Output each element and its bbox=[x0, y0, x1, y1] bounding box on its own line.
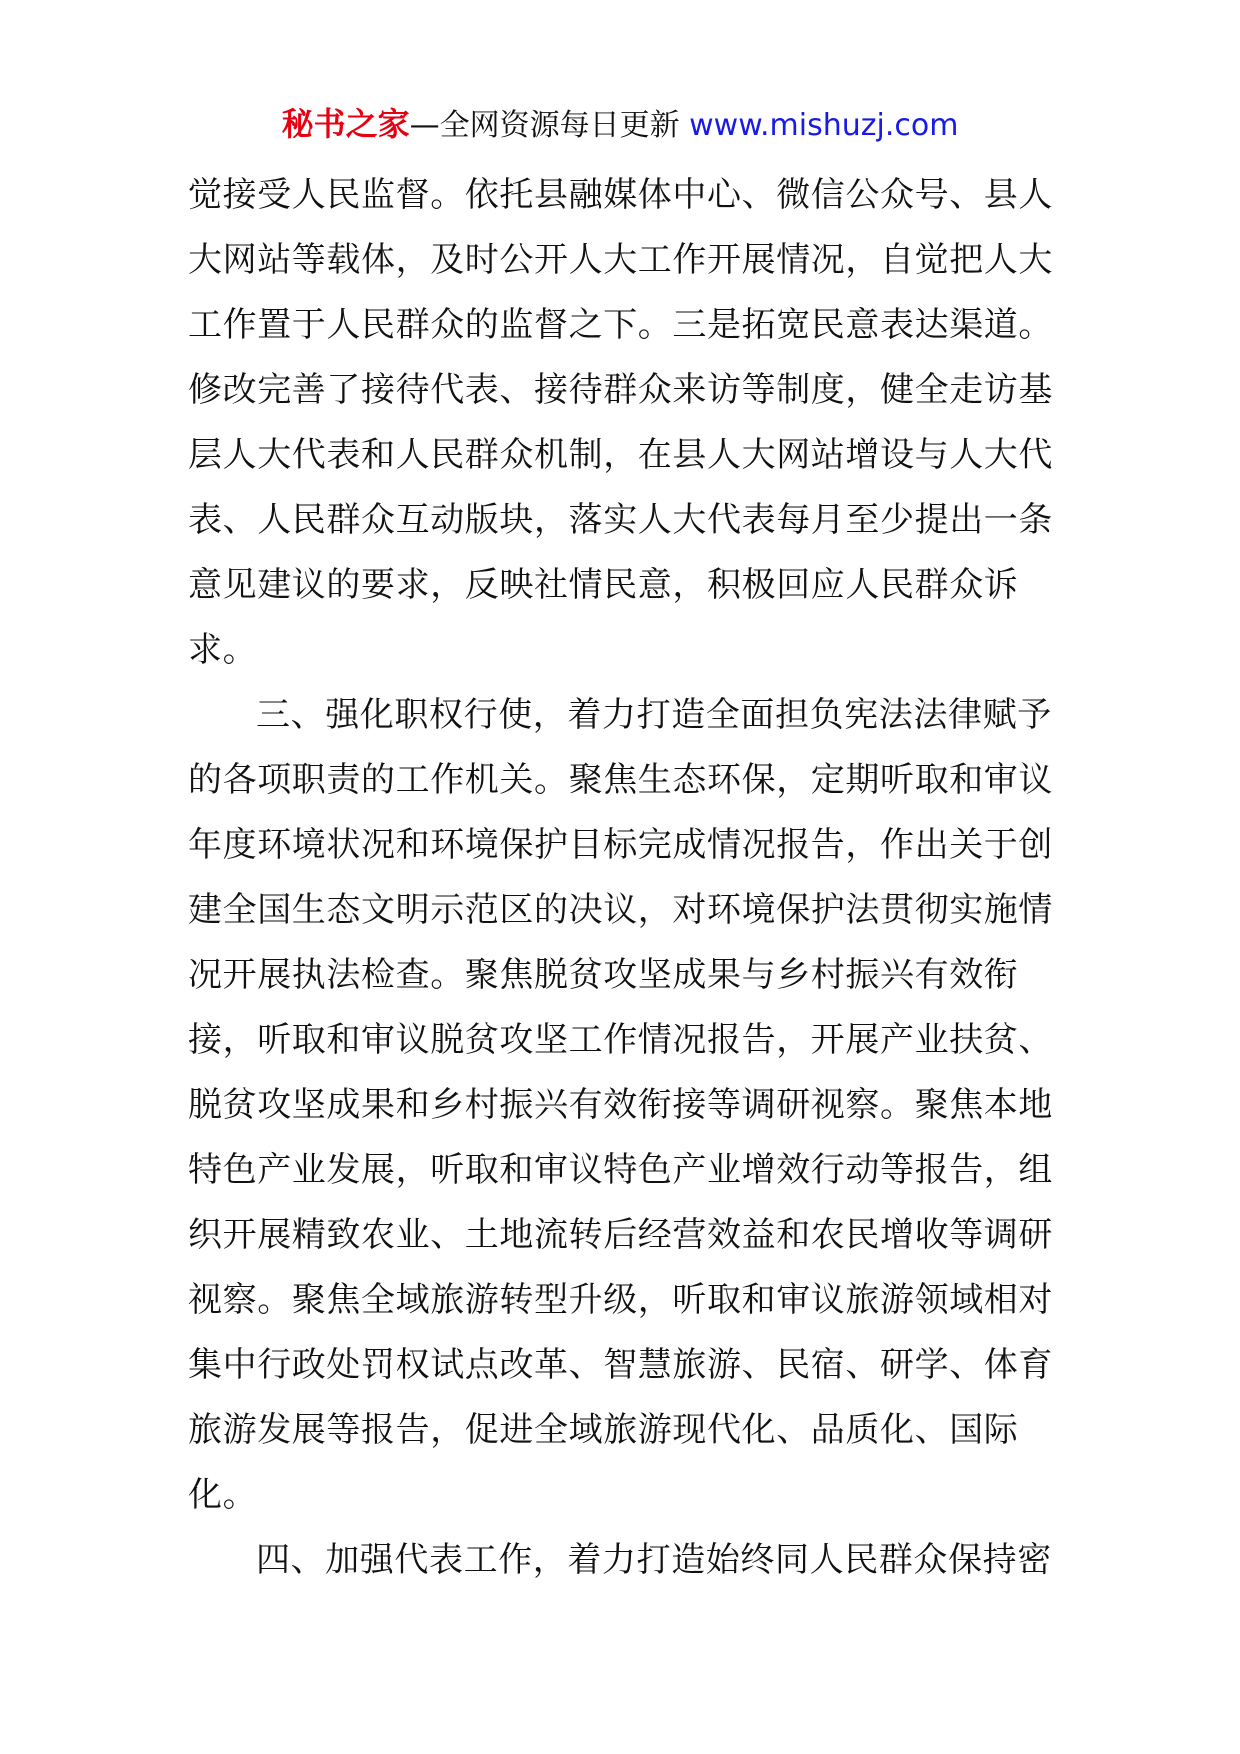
text-line: 接，听取和审议脱贫攻坚工作情况报告，开展产业扶贫、 bbox=[188, 1020, 1053, 1060]
text-line: 况开展执法检查。聚焦脱贫攻坚成果与乡村振兴有效衔 bbox=[188, 955, 1019, 995]
text-line: 求。 bbox=[188, 630, 258, 670]
page-header bbox=[0, 102, 1240, 148]
text-line: 视察。聚焦全域旅游转型升级，听取和审议旅游领域相对 bbox=[188, 1280, 1053, 1320]
text-line: 大网站等载体，及时公开人大工作开展情况，自觉把人大 bbox=[188, 240, 1053, 280]
text-line: 工作置于人民群众的监督之下。三是拓宽民意表达渠道。 bbox=[188, 305, 1053, 345]
text-line: 修改完善了接待代表、接待群众来访等制度，健全走访基 bbox=[188, 370, 1053, 410]
text-line: 表、人民群众互动版块，落实人大代表每月至少提出一条 bbox=[188, 500, 1053, 540]
site-url-link[interactable]: www.mishuzj.com bbox=[689, 108, 959, 143]
text-line: 化。 bbox=[188, 1475, 258, 1515]
text-line: 特色产业发展，听取和审议特色产业增效行动等报告，组 bbox=[188, 1150, 1053, 1190]
text-line: 意见建议的要求，反映社情民意，积极回应人民群众诉 bbox=[188, 565, 1019, 605]
text-line: 建全国生态文明示范区的决议，对环境保护法贯彻实施情 bbox=[188, 890, 1053, 930]
text-line: 层人大代表和人民群众机制，在县人大网站增设与人大代 bbox=[188, 435, 1053, 475]
text-line: 集中行政处罚权试点改革、智慧旅游、民宿、研学、体育 bbox=[188, 1345, 1053, 1385]
text-line: 旅游发展等报告，促进全域旅游现代化、品质化、国际 bbox=[188, 1410, 1019, 1450]
brand-name: 秘书之家 bbox=[281, 105, 410, 143]
section-heading-line: 三、强化职权行使，着力打造全面担负宪法法律赋予 bbox=[256, 695, 1052, 735]
text-line: 织开展精致农业、土地流转后经营效益和农民增收等调研 bbox=[188, 1215, 1053, 1255]
text-line: 脱贫攻坚成果和乡村振兴有效衔接等调研视察。聚焦本地 bbox=[188, 1085, 1053, 1125]
text-line: 的各项职责的工作机关。聚焦生态环保，定期听取和审议 bbox=[188, 760, 1053, 800]
text-line: 觉接受人民监督。依托县融媒体中心、微信公众号、县人 bbox=[188, 175, 1053, 215]
header-slogan: —全网资源每日更新 bbox=[409, 108, 680, 143]
document-body bbox=[188, 163, 1056, 1593]
section-heading-line: 四、加强代表工作，着力打造始终同人民群众保持密 bbox=[256, 1540, 1052, 1580]
text-line: 年度环境状况和环境保护目标完成情况报告，作出关于创 bbox=[188, 825, 1053, 865]
